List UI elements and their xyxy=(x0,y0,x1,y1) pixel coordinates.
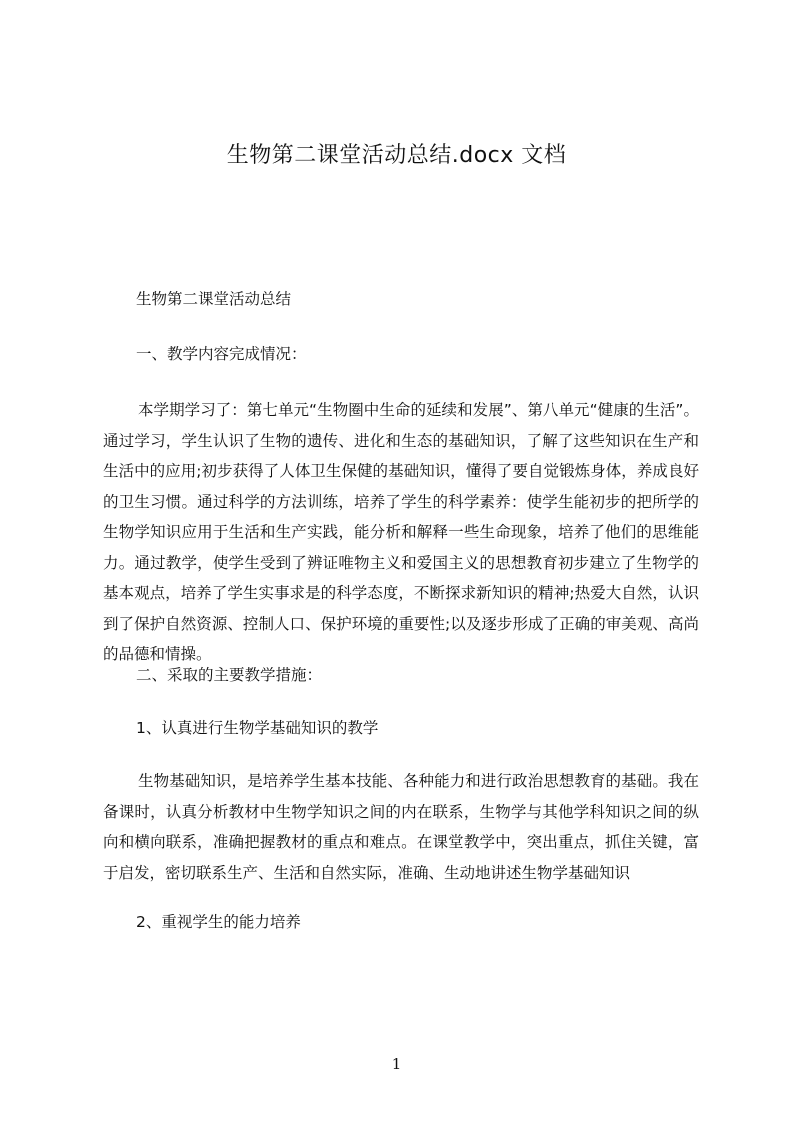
document-subtitle: 生物第二课堂活动总结 xyxy=(136,290,292,308)
subsection-2-heading: 2、重视学生的能力培养 xyxy=(136,913,301,931)
section-1-paragraph: 本学期学习了：第七单元“生物圈中生命的延续和发展”、第八单元“健康的生活”。通过学习，学生认识了生物的遗传、进化和生态的基础知识，了解了这些知识在生产和生活中的应用;初步获得了人体卫生保健的基础知识，懂得了要自觉锻炼身体，养成良好的卫生习惯。通过科学的方法训练，培养了学生的科学素养：使学生能初步的把所学的生物学知识应用于生活和生产实践，能分析和解释一些生命现象，培养了他们的思维能力。通过教学，使学生受到了辨证唯物主义和爱国主义的思想教育初步建立了生物学的基本观点，培养了学生实事求是的科学态度，不断探求新知识的精神;热爱大自然，认识到了保护自然资源、控制人口、保护环境的重要性;以及逐步形成了正确的审美观、高尚的品德和情操。 xyxy=(103,401,699,663)
subsection-1-heading: 1、认真进行生物学基础知识的教学 xyxy=(136,719,379,737)
subsection-1-paragraph: 生物基础知识，是培养学生基本技能、各种能力和进行政治思想教育的基础。我在备课时，认真分析教材中生物学知识之间的内在联系，生物学与其他学科知识之间的纵向和横向联系，准确把握教材的重点和难点。在课堂教学中，突出重点，抓住关键，富于启发，密切联系生产、生活和自然实际，准确、生动地讲述生物学基础知识 xyxy=(103,772,699,882)
document-title: 生物第二课堂活动总结.docx 文档 xyxy=(226,143,567,168)
section-2-heading: 二、采取的主要教学措施： xyxy=(136,666,323,684)
section-1-heading: 一、教学内容完成情况： xyxy=(136,345,307,363)
page-number: 1 xyxy=(391,1055,402,1073)
